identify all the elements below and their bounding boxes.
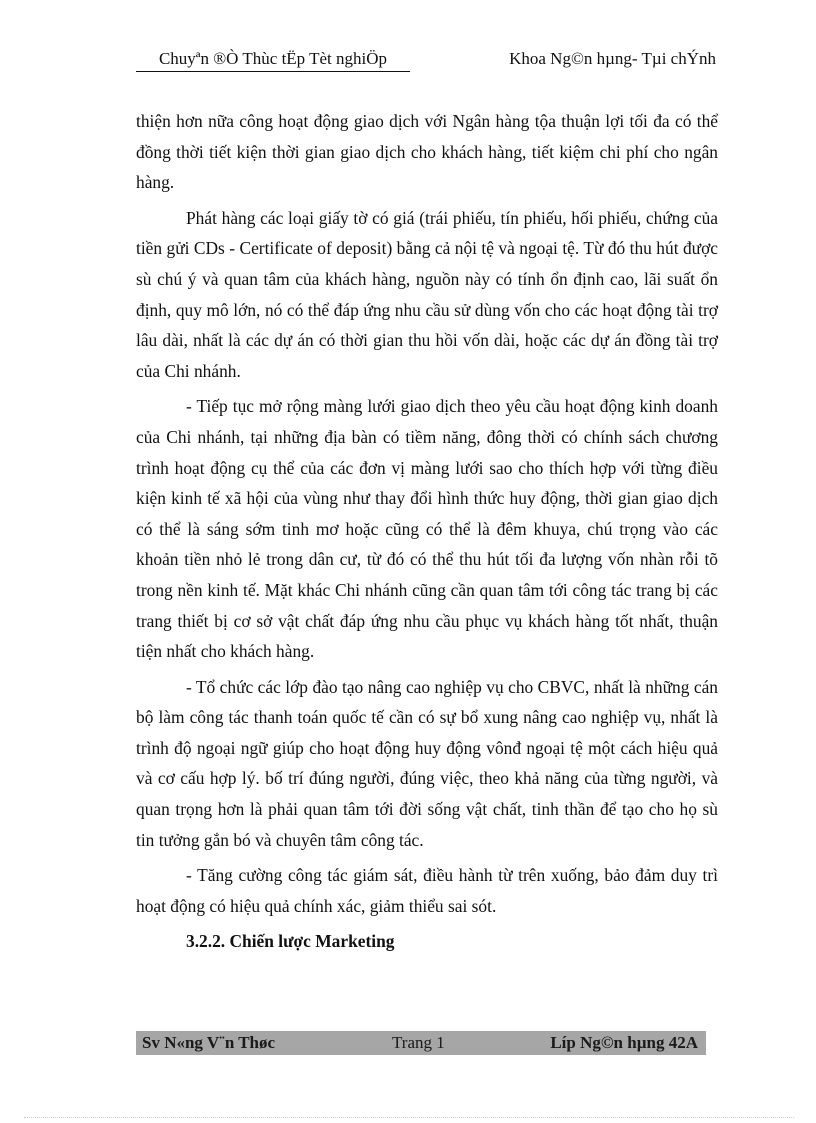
paragraph-continuation: thiện hơn nữa công hoạt động giao dịch với Ngân hàng tộa thuận lợi tối đa có thể đồng thời tiết kiện thời gian giao dịch cho khách hàng, tiết kiệm chi phí cho ngân hàng.: [136, 111, 718, 193]
page-footer: [136, 1031, 706, 1055]
paragraph-valuable-papers: Phát hàng các loại giấy tờ có giá (trái phiếu, tín phiếu, hối phiếu, chứng của tiền gửi CDs - Certificate of deposit) bằng cả nội tệ và ngoại tệ. Từ đó thu hút được sù chú ý và quan tâm của khách hàng, nguồn này có tính ổn định cao, lãi suất ổn định, quy mô lớn, nó có thể đáp ứng nhu cầu sử dùng vốn cho các hoạt động tài trợ lâu dài, nhất là các dự án có thời gian thu hồi vốn dài, hoặc các dự án đồng tài trợ của Chi nhánh.: [136, 207, 718, 381]
footer-page-number: Trang 1: [392, 1033, 445, 1052]
paragraph-network-expansion: - Tiếp tục mở rộng màng lưới giao dịch theo yêu cầu hoạt động kinh doanh của Chi nhánh, tại những địa bàn có tiềm năng, đông thời có chính sách chương trình hoạt động cụ thể của các đơn vị màng lưới sao cho thích hợp với từng điều kiện kinh tế xã hội của vùng như thay đổi hình thức huy động, thời gian giao dịch có thể là sáng sớm tinh mơ hoặc cũng có thể là đêm khuya, chú trọng vào các khoản tiền nhỏ lẻ trong dân cư, từ đó có thể thu hút tối đa lượng vốn nhàn rỗi tõ trong nền kinh tế. Mặt khác Chi nhánh cũng cần quan tâm tới công tác trang bị các trang thiết bị cơ sở vật chất đáp ứng nhu cầu phục vụ khách hàng tốt nhất, thuận tiện nhất cho khách hàng.: [136, 396, 718, 662]
header-faculty: Khoa Ng©n hµng- Tµi chÝnh: [509, 49, 716, 68]
header-document-title: Chuyªn ®Ò Thùc tËp Tèt nghiÖp: [136, 49, 410, 72]
page-header: [136, 49, 716, 73]
body-text: [136, 106, 718, 957]
section-heading: 3.2.2. Chiến lược Marketing: [186, 931, 395, 952]
paragraph-supervision: - Tăng cường công tác giám sát, điều hành từ trên xuống, bảo đảm duy trì hoạt động có hiệu quả chính xác, giảm thiểu sai sót.: [136, 865, 718, 916]
footer-class-name: Líp Ng©n hµng 42A: [550, 1033, 698, 1052]
footer-student-name: Sv N«ng V¨n Thøc: [142, 1033, 276, 1052]
page-bottom-divider: [24, 1117, 794, 1118]
paragraph-staff-training: - Tổ chức các lớp đào tạo nâng cao nghiệp vụ cho CBVC, nhất là những cán bộ làm công tác thanh toán quốc tế cần có sự bổ xung nâng cao nghiệp vụ, nhất là trình độ ngoại ngữ giúp cho hoạt động huy động vônđ ngoại tệ một cách hiệu quả và cơ cấu hợp lý. bố trí đúng người, đúng việc, theo khả năng của từng người, và quan trọng hơn là phải quan tâm tới đời sống vật chất, tinh thần để tạo cho họ sù tin tưởng gắn bó và chuyên tâm công tác.: [136, 676, 718, 850]
